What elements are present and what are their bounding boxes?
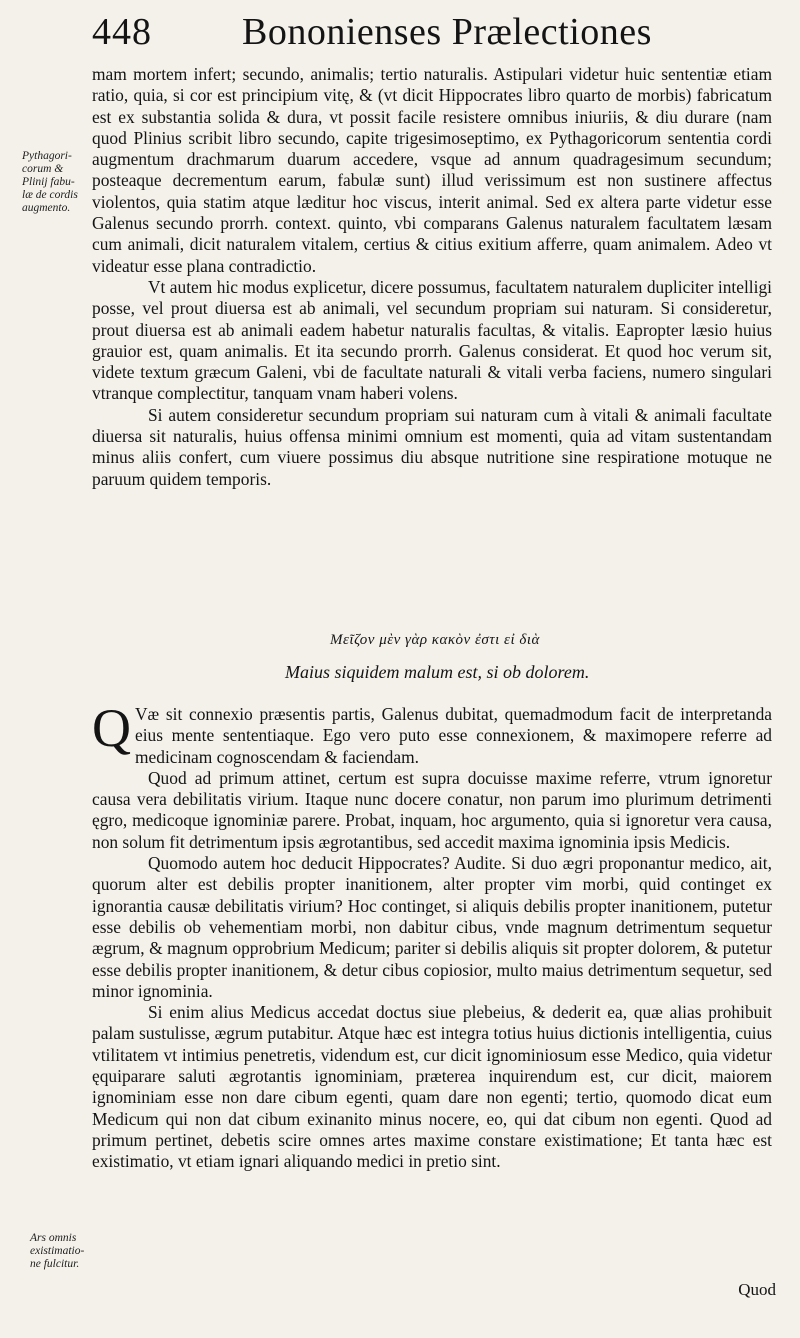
- sidenote-line: Plinij fabu-: [22, 176, 75, 188]
- running-title: Bononienses Prælectiones: [242, 11, 652, 53]
- sidenote-pythagoreans: [22, 150, 78, 215]
- sidenote-line: existimatio-: [30, 1245, 85, 1257]
- paragraph: Vt autem hic modus explicetur, dicere possumus, facultatem naturalem dupliciter intelligi posse, vel prout diuersa est ab animali, vel secundum propriam sui naturam. Si consideretur, prout diuersa est ab animali eadem habetur naturalis facultas, & vitalis. Eapropter læsio huius grauior est, quam animalis. Et ita secundo prorrh. Galenus considerat. Et quod hoc verum sit, videte textum græcum Galeni, vbi de facultate naturali & vitali verba faciens, numero singulari vtranque complectitur, tanquam vnam haberi volens.: [92, 276, 772, 404]
- paragraph: Si autem consideretur secundum propriam sui naturam cum à vitali & animali facultate diuersa sit naturalis, huius offensa minimi omnium est momenti, quia ad vitam sustentandam minus aliis confert, cum viuere possimus diu absque nutritione sine respiratione motuque ne paruum quidem temporis.: [92, 404, 772, 489]
- sidenote-line: læ de cordis: [22, 189, 78, 201]
- paragraph: mam mortem infert; secundo, animalis; tertio naturalis. Astipulari videtur huic sententiæ etiam ratio, quia, si cor est principium vitę, & (vt dicit Hippocrates libro quarto de morbis) fabricatum est ex substantia solida & dura, vt possit facile resistere omnibus iniuriis, & diu durare (nam quod Plinius scribit libro secundo, capite trigesimoseptimo, ex Pythagoricorum sententia cordi augmentum drachmarum duarum accedere, vsque ad annum quadragesimum secundum; posteaque decrementum earum, fabulæ sunt) illud verissimum est non sustinere affectus violentos, quia statim atque læditur hoc viscus, interit animal. Sed ex altera parte videtur esse Galenus secundo prorrh. context. quinto, vbi comparans Galenus naturalem facultatem læsam cum animali, dicit naturalem vitalem, certius & citius exitium afferre, quam animalem. Adeo vt videatur esse plana contradictio.: [92, 64, 772, 276]
- sidenote-line: Pythagori-: [22, 150, 72, 162]
- paragraph-text: Væ sit connexio præsentis partis, Galenus dubitat, quemadmodum facit de interpretanda eius mente sententiaque. Ego vero puto esse connexionem, & maximopere referre ad medicinam cognoscendam & faciendam.: [135, 704, 772, 767]
- paragraph: Quod ad primum attinet, certum est supra docuisse maxime referre, vtrum ignoretur causa vera debilitatis virium. Itaque nunc docere conatur, non parum imo plurimum detrimenti ęgro, medicoque ignominiæ parere. Probat, inquam, hoc argumento, quia si ignoretur vera causa, non solum fit detrimentum ipsis ægrotantibus, sed accedit maxima ignominia ipsis Medicis.: [92, 767, 772, 852]
- page-header: [92, 10, 752, 62]
- sidenote-line: Ars omnis: [30, 1232, 77, 1244]
- paragraph: Quomodo autem hoc deducit Hippocrates? Audite. Si duo ægri proponantur medico, ait, quorum alter est debilis propter inanitionem, alter propter vim morbi, quid continget ex ignorantia causæ debilitatis virium? Hoc continget, si aliquis debilis propter inanitionem, putetur esse debilis ob vehementiam morbi, non dabitur cibus, vnde magnum detrimentum sequetur ægrum, & magnum opprobrium Medicum; pariter si debilis aliquis sit propter dolorem, & putetur esse debilis propter inanitionem, & detur cibus copiosior, multo maius detrimentum sequetur, sed minor ignominia.: [92, 853, 772, 1001]
- body-text-bottom: [92, 698, 772, 1173]
- sidenote-line: augmento.: [22, 202, 71, 214]
- sidenote-line: ne fulcitur.: [30, 1258, 80, 1270]
- paragraph: [92, 698, 772, 768]
- body-text-top: [92, 64, 772, 490]
- drop-capital: Q: [92, 698, 131, 758]
- greek-lemma: Μεῖζον μὲν γὰρ κακὸν ἐστι εἰ διὰ: [330, 632, 540, 648]
- sidenote-ars: [30, 1232, 84, 1271]
- paragraph: Si enim alius Medicus accedat doctus siue plebeius, & dederit ea, quæ alias prohibuit palam sustulisse, ægrum putabitur. Atque hæc est integra totius huius dictionis intelligentia, cuius vtilitatem vt intimius penetretis, videndum est, cur dicit ignominiosum esse Medico, quia videtur ęquiparare saluti ægrotantis ignominiam, præterea inquirendum est, cur dicit, maiorem ignominiam esse non dare cibum egenti, quam dare non egenti; tertio, quomodo dicat eum Medicum qui non dat cibum exinanito minus nocere, eo, qui dat cibum non egenti. Quod ad primum pertinet, debetis scire omnes artes maxime constare existimatione; Et tanta hæc est existimatio, vt etiam ignari aliquando medici in pretio sint.: [92, 1002, 772, 1172]
- sidenote-line: corum &: [22, 163, 64, 175]
- page-number: 448: [92, 11, 152, 53]
- latin-lemma: Maius siquidem malum est, si ob dolorem.: [285, 662, 590, 682]
- catchword: Quod: [738, 1280, 776, 1299]
